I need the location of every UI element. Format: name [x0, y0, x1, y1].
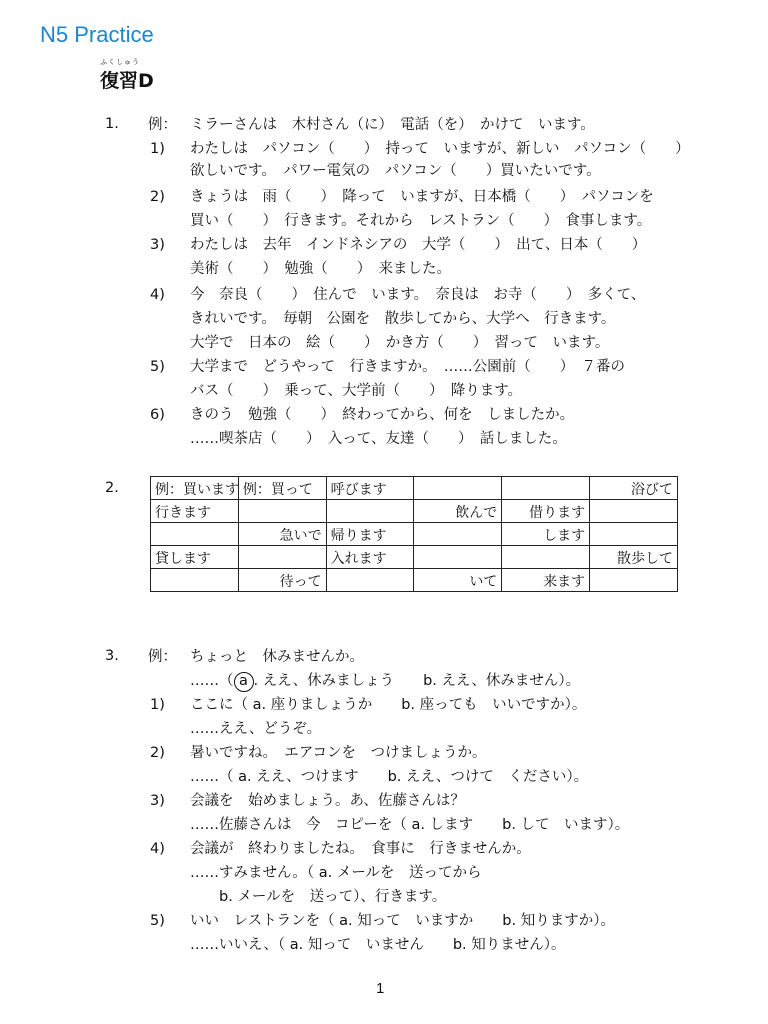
table-cell: 飲んで — [414, 500, 502, 523]
section-2-number: 2. — [105, 480, 119, 496]
exercise-line: わたしは 去年 インドネシアの 大学（ ） 出て、日本（ ） — [190, 237, 647, 253]
exercise-label: 4) — [150, 841, 165, 857]
review-title-ruby: ふくしゅう — [100, 58, 140, 66]
table-cell — [590, 569, 678, 592]
exercise-line: バス（ ） 乗って、大学前（ ） 降ります。 — [190, 383, 523, 399]
table-cell — [502, 477, 590, 500]
table-cell: いて — [414, 569, 502, 592]
table-row — [151, 477, 678, 500]
exercise-label: 4) — [150, 287, 165, 303]
example-answer-line — [190, 672, 580, 692]
exercise-label: 6) — [150, 407, 165, 423]
table-cell: 借ります — [502, 500, 590, 523]
exercise-line: ……いいえ、（ a. 知って いません b. 知りません）。 — [190, 937, 566, 953]
table-cell — [238, 500, 326, 523]
table-cell: 待って — [238, 569, 326, 592]
exercise-label: 3) — [150, 793, 165, 809]
exercise-line: 美術（ ） 勉強（ ） 来ました。 — [190, 261, 451, 277]
table-cell — [151, 569, 239, 592]
exercise-line: ちょっと 休みませんか。 — [190, 649, 364, 665]
table-cell — [414, 523, 502, 546]
table-cell: 例：買って — [238, 477, 326, 500]
exercise-line: 大学で 日本の 絵（ ） かき方（ ） 習って います。 — [190, 335, 610, 351]
table-cell — [590, 500, 678, 523]
table-cell: 入れます — [326, 546, 414, 569]
exercise-line: ……ええ、どうぞ。 — [190, 721, 322, 737]
exercise-label: 3) — [150, 237, 165, 253]
table-row — [151, 546, 678, 569]
exercise-line: ここに（ a. 座りましょうか b. 座っても いいですか）。 — [190, 697, 587, 713]
exercise-line: 会議が 終わりましたね。 食事に 行きませんか。 — [190, 841, 531, 857]
table-cell: 行きます — [151, 500, 239, 523]
table-cell: 呼びます — [326, 477, 414, 500]
table-cell: 浴びて — [590, 477, 678, 500]
exercise-line: きれいです。 毎朝 公園を 散歩してから、大学へ 行きます。 — [190, 311, 616, 327]
exercise-line: ……喫茶店（ ） 入って、友達（ ） 話しました。 — [190, 431, 567, 447]
section-1-number: 1. — [105, 116, 119, 132]
exercise-label: 5) — [150, 359, 165, 375]
table-cell — [326, 569, 414, 592]
table-cell — [414, 477, 502, 500]
section-3-number: 3. — [105, 648, 119, 664]
review-title: 復習D — [100, 70, 154, 92]
exercise-label: 例： — [148, 117, 177, 133]
exercise-line: b. メールを 送って）、行きます。 — [190, 889, 447, 905]
exercise-label: 1) — [150, 697, 165, 713]
exercise-line: ……（ a. ええ、つけます b. ええ、つけて ください）。 — [190, 769, 589, 785]
table-cell: 帰ります — [326, 523, 414, 546]
table-row — [151, 523, 678, 546]
table-cell — [326, 500, 414, 523]
exercise-label: 例： — [148, 649, 177, 665]
verb-form-table — [150, 476, 678, 592]
exercise-line: 大学まで どうやって 行きますか。 ……公園前（ ） ７番の — [190, 359, 625, 375]
page-number: 1 — [376, 980, 385, 997]
exercise-line: ……すみません。（ a. メールを 送ってから — [190, 865, 482, 881]
exercise-label: 1) — [150, 141, 165, 157]
answer-text: ……（ — [190, 673, 234, 689]
exercise-line: いい レストランを（ a. 知って いますか b. 知りますか）。 — [190, 913, 615, 929]
exercise-line: 暑いですね。 エアコンを つけましょうか。 — [190, 745, 487, 761]
answer-text: . ええ、休みましょう b. ええ、休みません）。 — [253, 673, 581, 689]
exercise-line: きょうは 雨（ ） 降って いますが、日本橋（ ） パソコンを — [190, 189, 654, 205]
table-cell: 散歩して — [590, 546, 678, 569]
exercise-line: 買い（ ） 行きます。それから レストラン（ ） 食事します。 — [190, 213, 652, 229]
exercise-line: わたしは パソコン（ ） 持って いますが、新しい パソコン（ ） — [190, 141, 690, 157]
table-cell — [590, 523, 678, 546]
page-header-title: N5 Practice — [40, 22, 154, 47]
table-cell — [414, 546, 502, 569]
table-cell: 急いで — [238, 523, 326, 546]
exercise-label: 2) — [150, 189, 165, 205]
table-cell: 来ます — [502, 569, 590, 592]
table-cell: 例：買います — [151, 477, 239, 500]
circled-answer-a: a — [234, 672, 254, 692]
exercise-line: ……佐藤さんは 今 コピーを（ a. します b. して います）。 — [190, 817, 630, 833]
table-row — [151, 569, 678, 592]
table-cell — [502, 546, 590, 569]
table-cell — [151, 523, 239, 546]
exercise-line: 会議を 始めましょう。あ、佐藤さんは？ — [190, 793, 465, 809]
table-cell: 貸します — [151, 546, 239, 569]
exercise-line: 欲しいです。 パワー電気の パソコン（ ）買いたいです。 — [190, 163, 601, 179]
table-row — [151, 500, 678, 523]
exercise-line: ミラーさんは 木村さん（に） 電話（を） かけて います。 — [190, 117, 595, 133]
exercise-label: 5) — [150, 913, 165, 929]
exercise-line: 今 奈良（ ） 住んで います。 奈良は お寺（ ） 多くて、 — [190, 287, 646, 303]
exercise-line: きのう 勉強（ ） 終わってから、何を しましたか。 — [190, 407, 575, 423]
table-cell: します — [502, 523, 590, 546]
table-cell — [238, 546, 326, 569]
exercise-label: 2) — [150, 745, 165, 761]
